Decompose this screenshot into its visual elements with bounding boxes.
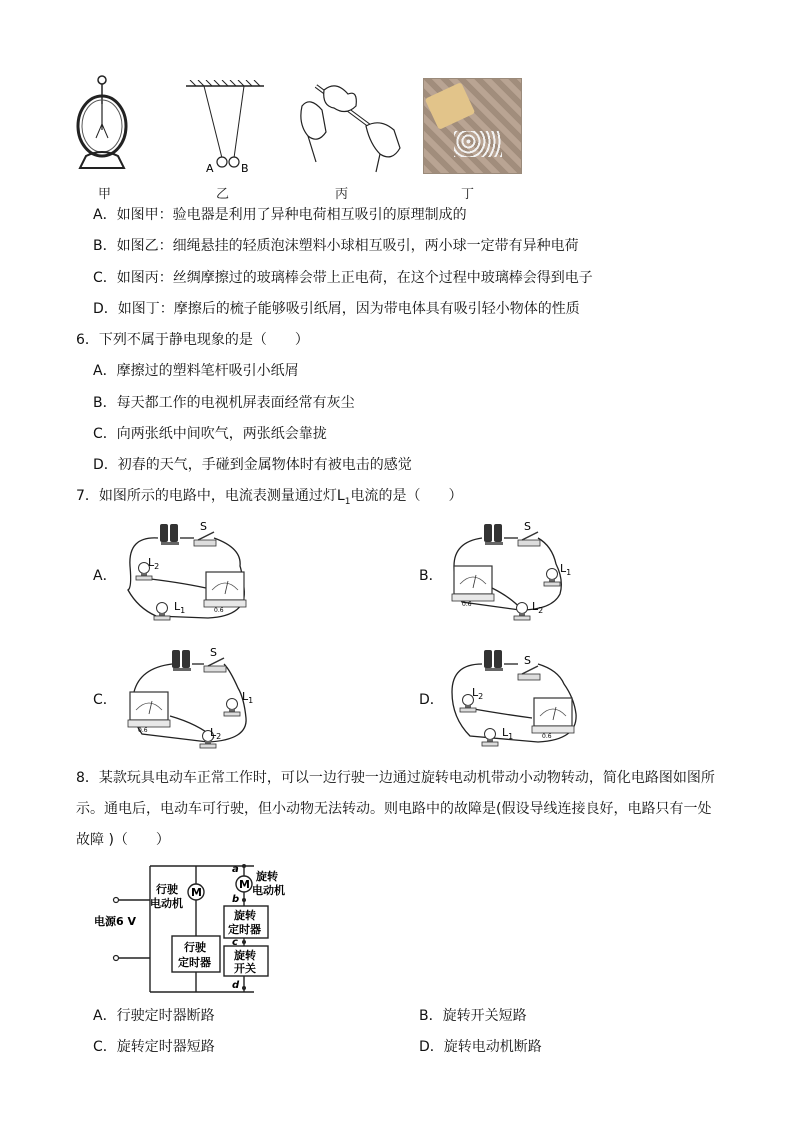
q7-option-a-letter: A． — [93, 568, 117, 584]
q5-option-b: B．如图乙：细绳悬挂的轻质泡沫塑料小球相互吸引，两小球一定带有异种电荷 — [93, 238, 579, 254]
caption-ding: 丁 — [461, 187, 475, 202]
meter-scale-label: 0.6 — [138, 727, 148, 734]
q8-stem-line1: 8．某款玩具电动车正常工作时，可以一边行驶一边通过旋转电动机带动小动物转动，简化电路图如图所 — [76, 770, 715, 786]
lamp-l1-label: $L_1$ — [242, 690, 254, 705]
ball-a-label: A — [206, 162, 214, 175]
q8-option-c: C．旋转定时器短路 — [93, 1039, 215, 1055]
q7-option-d-letter: D． — [419, 692, 444, 708]
switch-s-label: S — [524, 654, 531, 667]
q7-option-b-letter: B． — [419, 568, 443, 584]
q6-option-d: D．初春的天气，手碰到金属物体时有被电击的感觉 — [93, 457, 412, 473]
circuit-a — [118, 518, 258, 630]
lamp-l2-label: $L_2$ — [148, 556, 160, 571]
hanging-balls-figure — [184, 80, 266, 176]
q8-stem-line2: 示。通电后，电动车可行驶，但小动物无法转动。则电路中的故障是(假设导线连接良好，电路只有一处 — [76, 801, 712, 817]
point-c-label: c — [232, 937, 238, 948]
q5-option-a: A．如图甲：验电器是利用了异种电荷相互吸引的原理制成的 — [93, 207, 467, 223]
svg-text:行驶: 行驶 — [184, 941, 206, 954]
q8-option-d: D．旋转电动机断路 — [419, 1039, 542, 1055]
circuit-d — [442, 644, 592, 756]
drive-motor-label-1: 行驶 — [156, 883, 178, 896]
svg-text:M: M — [191, 886, 202, 899]
svg-text:M: M — [239, 878, 250, 891]
svg-text:旋转: 旋转 — [234, 949, 256, 962]
q6-stem: 6．下列不属于静电现象的是（ ） — [76, 332, 309, 348]
lamp-l2-label: $L_2$ — [210, 726, 222, 741]
ball-b-label: B — [241, 162, 249, 175]
lamp-l2-label: $L_2$ — [532, 600, 544, 615]
q5-option-d: D．如图丁：摩擦后的梳子能够吸引纸屑，因为带电体具有吸引轻小物体的性质 — [93, 301, 580, 317]
q8-option-b: B．旋转开关短路 — [419, 1008, 527, 1024]
svg-text:开关: 开关 — [234, 962, 256, 975]
q5-option-c: C．如图丙：丝绸摩擦过的玻璃棒会带上正电荷，在这个过程中玻璃棒会得到电子 — [93, 270, 593, 286]
lamp-l2-label: $L_2$ — [472, 686, 484, 701]
caption-jia: 甲 — [98, 187, 112, 202]
rubbing-rod-figure — [296, 76, 406, 176]
caption-yi: 乙 — [216, 187, 230, 202]
lamp-l1-label: $L_1$ — [502, 726, 514, 741]
q6-option-b: B．每天都工作的电视机屏表面经常有灰尘 — [93, 395, 355, 411]
svg-text:定时器: 定时器 — [178, 956, 211, 969]
q8-stem-line3: 故障 )（ ） — [76, 832, 170, 848]
q6-option-c: C．向两张纸中间吹气，两张纸会靠拢 — [93, 426, 327, 442]
switch-s-label: S — [524, 520, 531, 533]
point-b-label: b — [232, 894, 240, 905]
power-label: 电源6 V — [94, 915, 136, 928]
svg-text:定时器: 定时器 — [228, 923, 261, 936]
rotary-motor-label-2: 电动机 — [252, 884, 285, 897]
meter-scale-label: 0.6 — [462, 601, 472, 608]
toy-car-circuit-diagram — [94, 860, 304, 998]
caption-bing: 丙 — [335, 187, 349, 202]
circuit-b — [442, 518, 582, 630]
svg-text:旋转: 旋转 — [234, 909, 256, 922]
q8-option-a: A．行驶定时器断路 — [93, 1008, 215, 1024]
rotary-motor-label-1: 旋转 — [256, 870, 278, 883]
drive-motor-label-2: 电动机 — [150, 897, 183, 910]
switch-s-label: S — [210, 646, 217, 659]
q7-option-c-letter: C． — [93, 692, 117, 708]
lamp-l1-label: $L_1$ — [174, 600, 186, 615]
q7-stem: 7．如图所示的电路中，电流表测量通过灯$L_1$电流的是（ ） — [76, 488, 463, 507]
meter-scale-label: 0.6 — [214, 607, 224, 614]
meter-scale-label: 0.6 — [542, 733, 552, 740]
switch-s-label: S — [200, 520, 207, 533]
circuit-c — [118, 644, 268, 756]
point-a-label: a — [232, 864, 239, 875]
q6-option-a: A．摩擦过的塑料笔杆吸引小纸屑 — [93, 363, 299, 379]
lamp-l1-label: $L_1$ — [560, 562, 572, 577]
comb-photo — [423, 78, 522, 174]
electroscope-figure — [72, 74, 132, 174]
point-d-label: d — [232, 980, 240, 991]
